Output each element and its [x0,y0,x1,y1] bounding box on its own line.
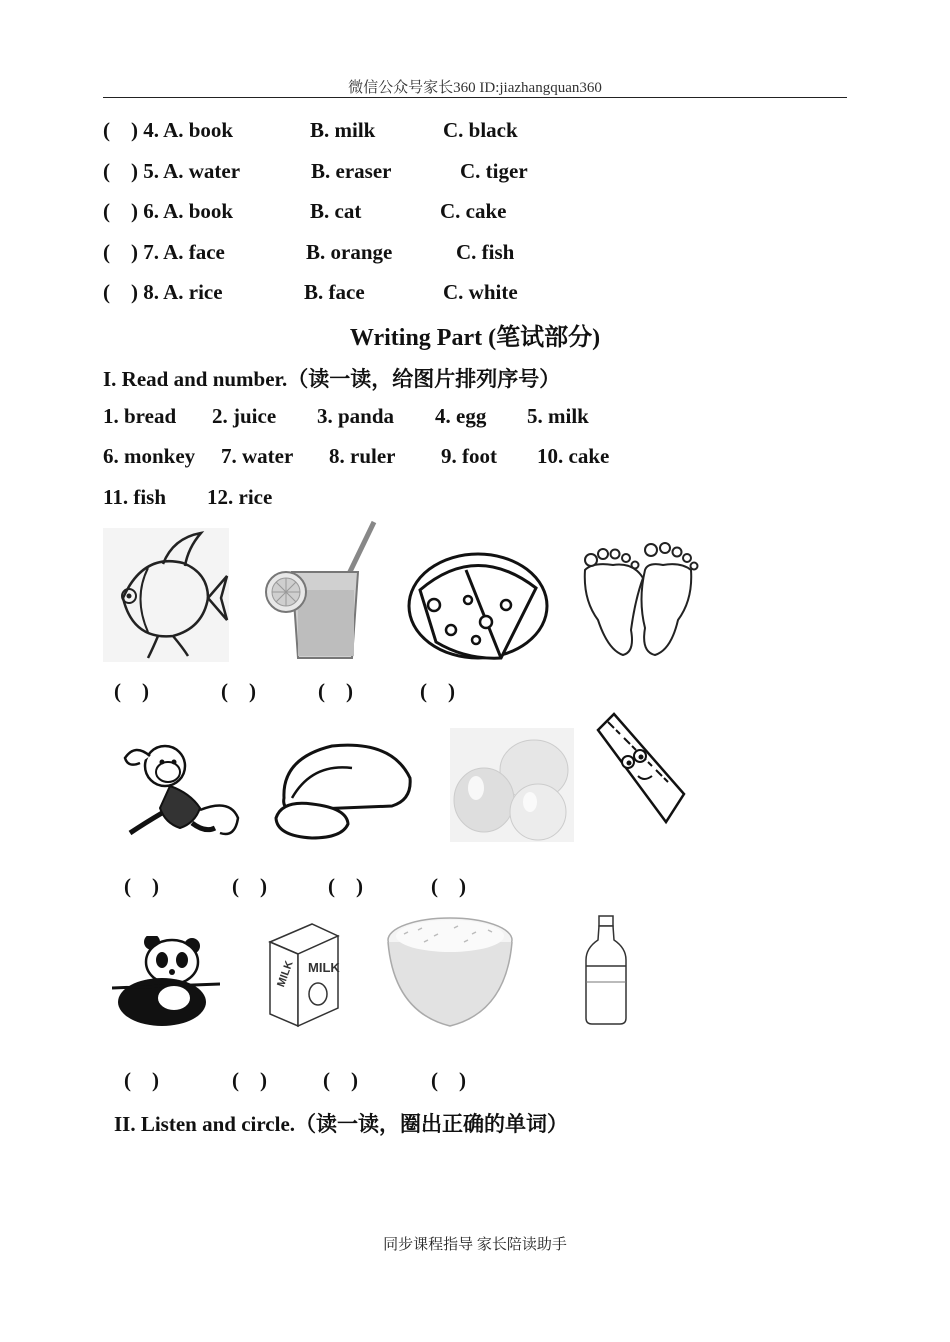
word-6: 6. monkey [103,444,196,468]
answer-blank[interactable]: ( ) [323,1068,358,1092]
word-4: 4. egg [435,404,487,428]
answer-blank[interactable]: ( ) [124,874,159,898]
item-8-question: ( ) 8. A. rice [103,280,223,304]
feet-picture [573,540,703,662]
item-6-option-c: C. cake [440,199,507,223]
item-4-question: ( ) 4. A. book [103,118,234,142]
monkey-picture [120,738,242,842]
water-bottle-picture [582,914,630,1026]
word-8: 8. ruler [329,444,396,468]
answer-blank[interactable]: ( ) [232,1068,267,1092]
word-5: 5. milk [527,404,589,428]
answer-blank[interactable]: ( ) [431,874,466,898]
answer-blank[interactable]: ( ) [114,679,149,703]
word-2: 2. juice [212,404,277,428]
item-6-option-b: B. cat [310,199,362,223]
cheese-cake-picture [406,550,551,662]
juice-picture [262,520,380,662]
item-4-option-b: B. milk [310,118,376,142]
item-6-question: ( ) 6. A. book [103,199,234,223]
section-1-heading: I. Read and number.（读一读，给图片排列序号） [103,367,561,391]
word-10: 10. cake [537,444,610,468]
bread-picture [272,738,414,840]
answer-blank[interactable]: ( ) [328,874,363,898]
item-7-question: ( ) 7. A. face [103,240,225,264]
item-4-option-c: C. black [443,118,518,142]
word-12: 12. rice [207,485,273,509]
answer-blank[interactable]: ( ) [221,679,256,703]
eggs-picture [450,728,574,842]
item-5-option-c: C. tiger [460,159,528,183]
rice-bowl-picture [384,912,516,1030]
item-8-option-b: B. face [304,280,365,304]
answer-blank[interactable]: ( ) [232,874,267,898]
word-7: 7. water [221,444,294,468]
milk-carton-label: MILK [308,960,340,975]
ruler-picture [594,712,686,842]
answer-blank[interactable]: ( ) [124,1068,159,1092]
answer-blank[interactable]: ( ) [420,679,455,703]
word-9: 9. foot [441,444,497,468]
word-11: 11. fish [103,485,167,509]
section-2-heading: II. Listen and circle.（读一读，圈出正确的单词） [114,1112,569,1136]
page-header: 微信公众号家长360 ID:jiazhangquan360 [348,80,602,96]
milk-carton-picture [262,920,342,1030]
header-rule [103,97,847,98]
item-7-option-c: C. fish [456,240,515,264]
item-5-question: ( ) 5. A. water [103,159,241,183]
answer-blank[interactable]: ( ) [431,1068,466,1092]
item-8-option-c: C. white [443,280,518,304]
item-7-option-b: B. orange [306,240,393,264]
fish-picture [103,528,229,662]
panda-picture [112,936,220,1030]
page-footer: 同步课程指导 家长陪读助手 [383,1237,567,1253]
word-1: 1. bread [103,404,177,428]
word-3: 3. panda [317,404,395,428]
item-5-option-b: B. eraser [311,159,392,183]
milk-carton-label: MILK [275,959,296,989]
writing-part-title: Writing Part (笔试部分) [349,325,601,351]
answer-blank[interactable]: ( ) [318,679,353,703]
